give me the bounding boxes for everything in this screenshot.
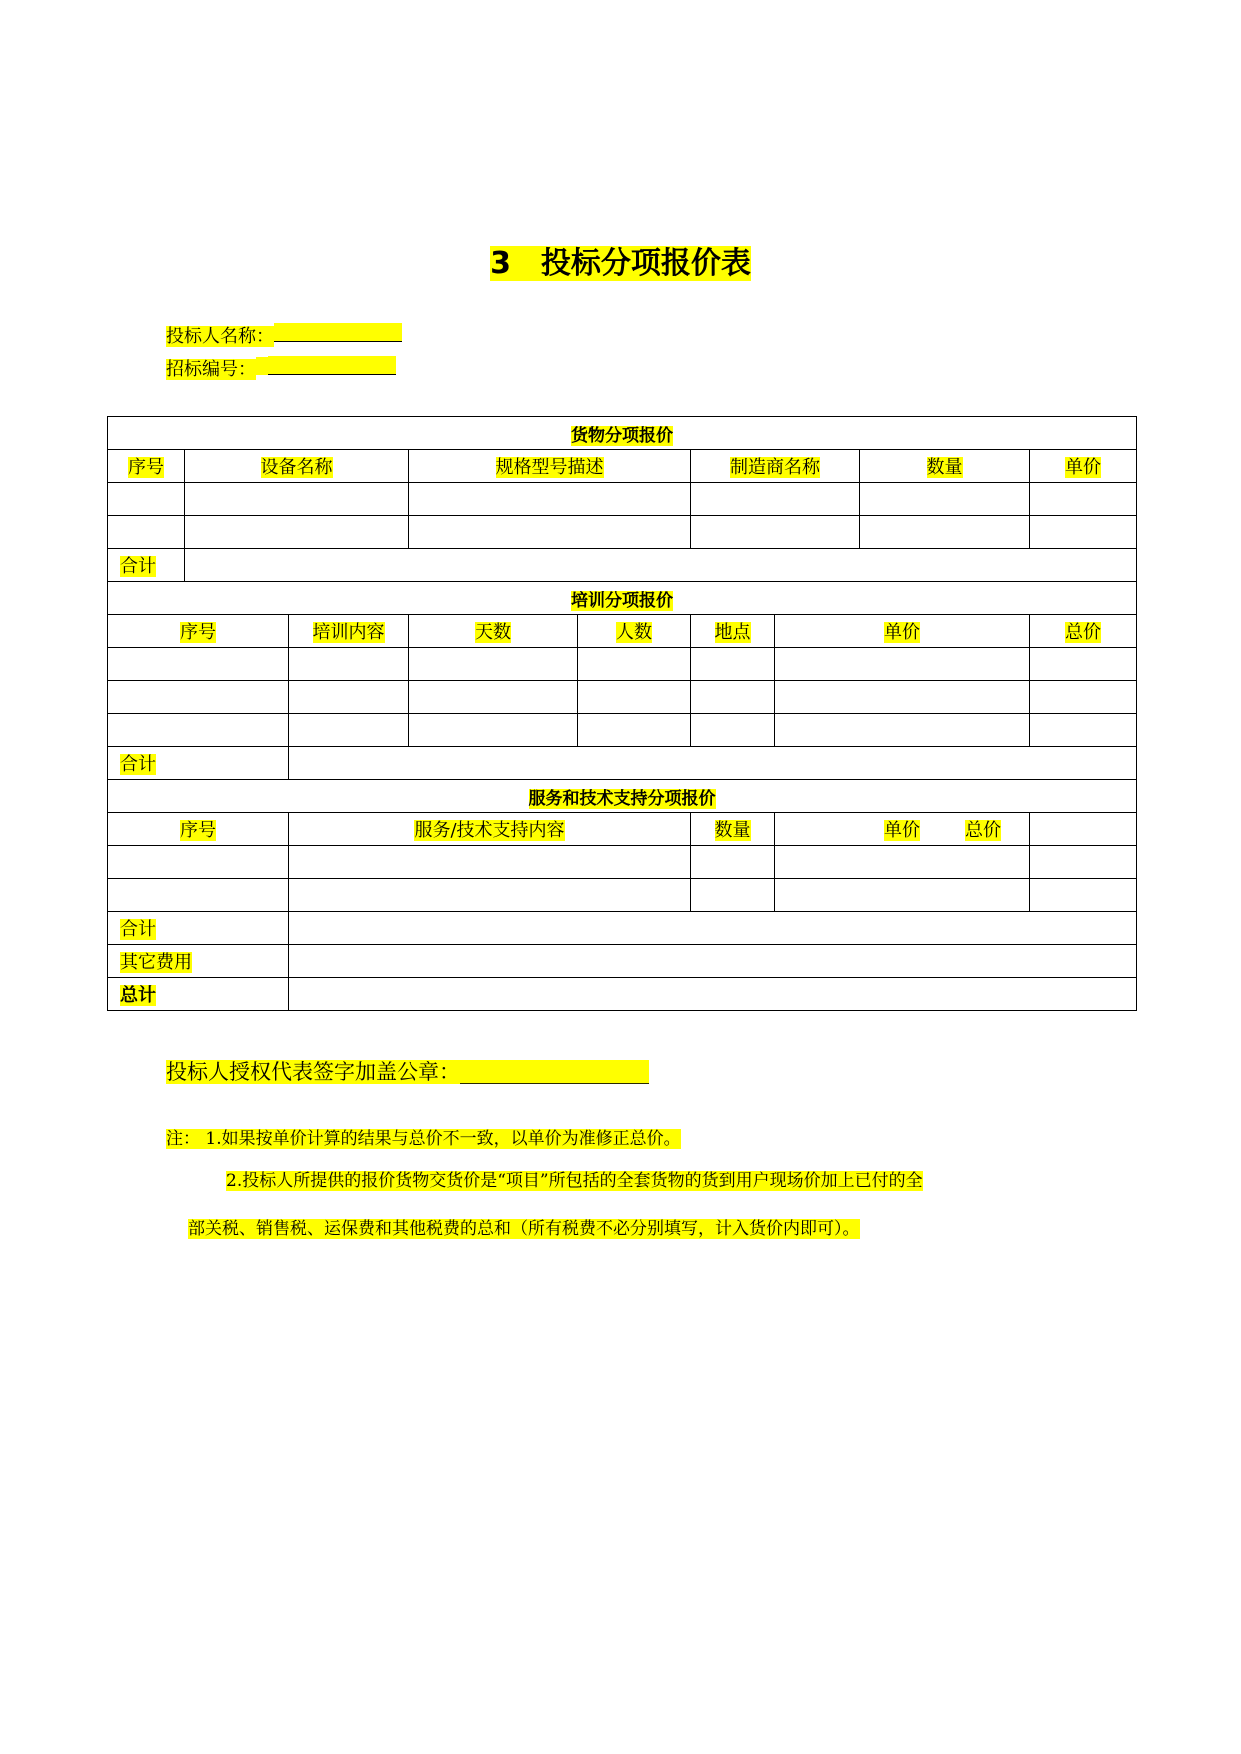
training-total-row: [108, 747, 1137, 780]
table-row: [108, 516, 1137, 549]
table-row: [108, 483, 1137, 516]
service-section-title: 服务和技术支持分项报价: [108, 780, 1137, 813]
grand-total-label: 总计: [108, 978, 289, 1011]
bidder-name-line: [166, 322, 402, 348]
grand-total-row: [108, 978, 1137, 1011]
training-header-unit-price: 单价: [775, 615, 1030, 648]
table-row: [108, 681, 1137, 714]
goods-total-label: 合计: [108, 549, 185, 582]
note-3: 部关税、销售税、运保费和其他税费的总和（所有税费不必分别填写，计入货价内即可）。: [188, 1219, 860, 1239]
bidder-name-label: 投标人名称：: [166, 326, 274, 347]
goods-header-row: [108, 450, 1137, 483]
other-fees-row: [108, 945, 1137, 978]
page-title: [0, 238, 1241, 282]
service-header-row: [108, 813, 1137, 846]
other-fees-value[interactable]: [289, 945, 1137, 978]
training-total-value[interactable]: [289, 747, 1137, 780]
training-header-days: 天数: [409, 615, 578, 648]
service-header-unit-price: 单价: [775, 813, 1030, 846]
tender-no-line: [166, 355, 396, 381]
note-1: 注： 1.如果按单价计算的结果与总价不一致，以单价为准修正总价。: [166, 1129, 681, 1149]
training-header-people: 人数: [578, 615, 691, 648]
goods-header-unit-price: 单价: [1030, 450, 1137, 483]
service-header-total: 总价: [1030, 813, 1137, 846]
goods-header-spec: 规格型号描述: [409, 450, 691, 483]
service-header-no: 序号: [108, 813, 289, 846]
goods-header-manufacturer: 制造商名称: [691, 450, 860, 483]
tender-no-label: 招标编号：: [166, 359, 256, 380]
table-row: [108, 648, 1137, 681]
bidder-name-blank[interactable]: [274, 323, 402, 342]
grand-total-value[interactable]: [289, 978, 1137, 1011]
service-total-value[interactable]: [289, 912, 1137, 945]
page-title-text: 3 投标分项报价表: [490, 246, 751, 281]
table-row: [108, 879, 1137, 912]
goods-total-value[interactable]: [185, 549, 1137, 582]
training-section-title: 培训分项报价: [108, 582, 1137, 615]
training-header-total: 总价: [1030, 615, 1137, 648]
service-section-row: [108, 780, 1137, 813]
quote-table: [107, 416, 1137, 1011]
service-total-row: [108, 912, 1137, 945]
signature-label: 投标人授权代表签字加盖公章：: [166, 1060, 460, 1084]
goods-total-row: [108, 549, 1137, 582]
signature-line: [166, 1056, 649, 1086]
table-row: [108, 846, 1137, 879]
service-header-content: 服务/技术支持内容: [289, 813, 691, 846]
training-header-no: 序号: [108, 615, 289, 648]
other-fees-label: 其它费用: [108, 945, 289, 978]
goods-header-equipment: 设备名称: [185, 450, 409, 483]
goods-section-row: [108, 417, 1137, 450]
goods-header-qty: 数量: [860, 450, 1030, 483]
note-2: 2.投标人所提供的报价货物交货价是“项目”所包括的全套货物的货到用户现场价加上已付的全: [226, 1171, 923, 1191]
table-row: [108, 714, 1137, 747]
training-header-location: 地点: [691, 615, 775, 648]
service-total-label: 合计: [108, 912, 289, 945]
training-header-row: [108, 615, 1137, 648]
goods-header-no: 序号: [108, 450, 185, 483]
tender-no-blank[interactable]: [268, 356, 396, 375]
training-section-row: [108, 582, 1137, 615]
goods-section-title: 货物分项报价: [108, 417, 1137, 450]
signature-blank[interactable]: __________________: [460, 1060, 649, 1084]
service-header-qty: 数量: [691, 813, 775, 846]
training-total-label: 合计: [108, 747, 289, 780]
training-header-content: 培训内容: [289, 615, 409, 648]
